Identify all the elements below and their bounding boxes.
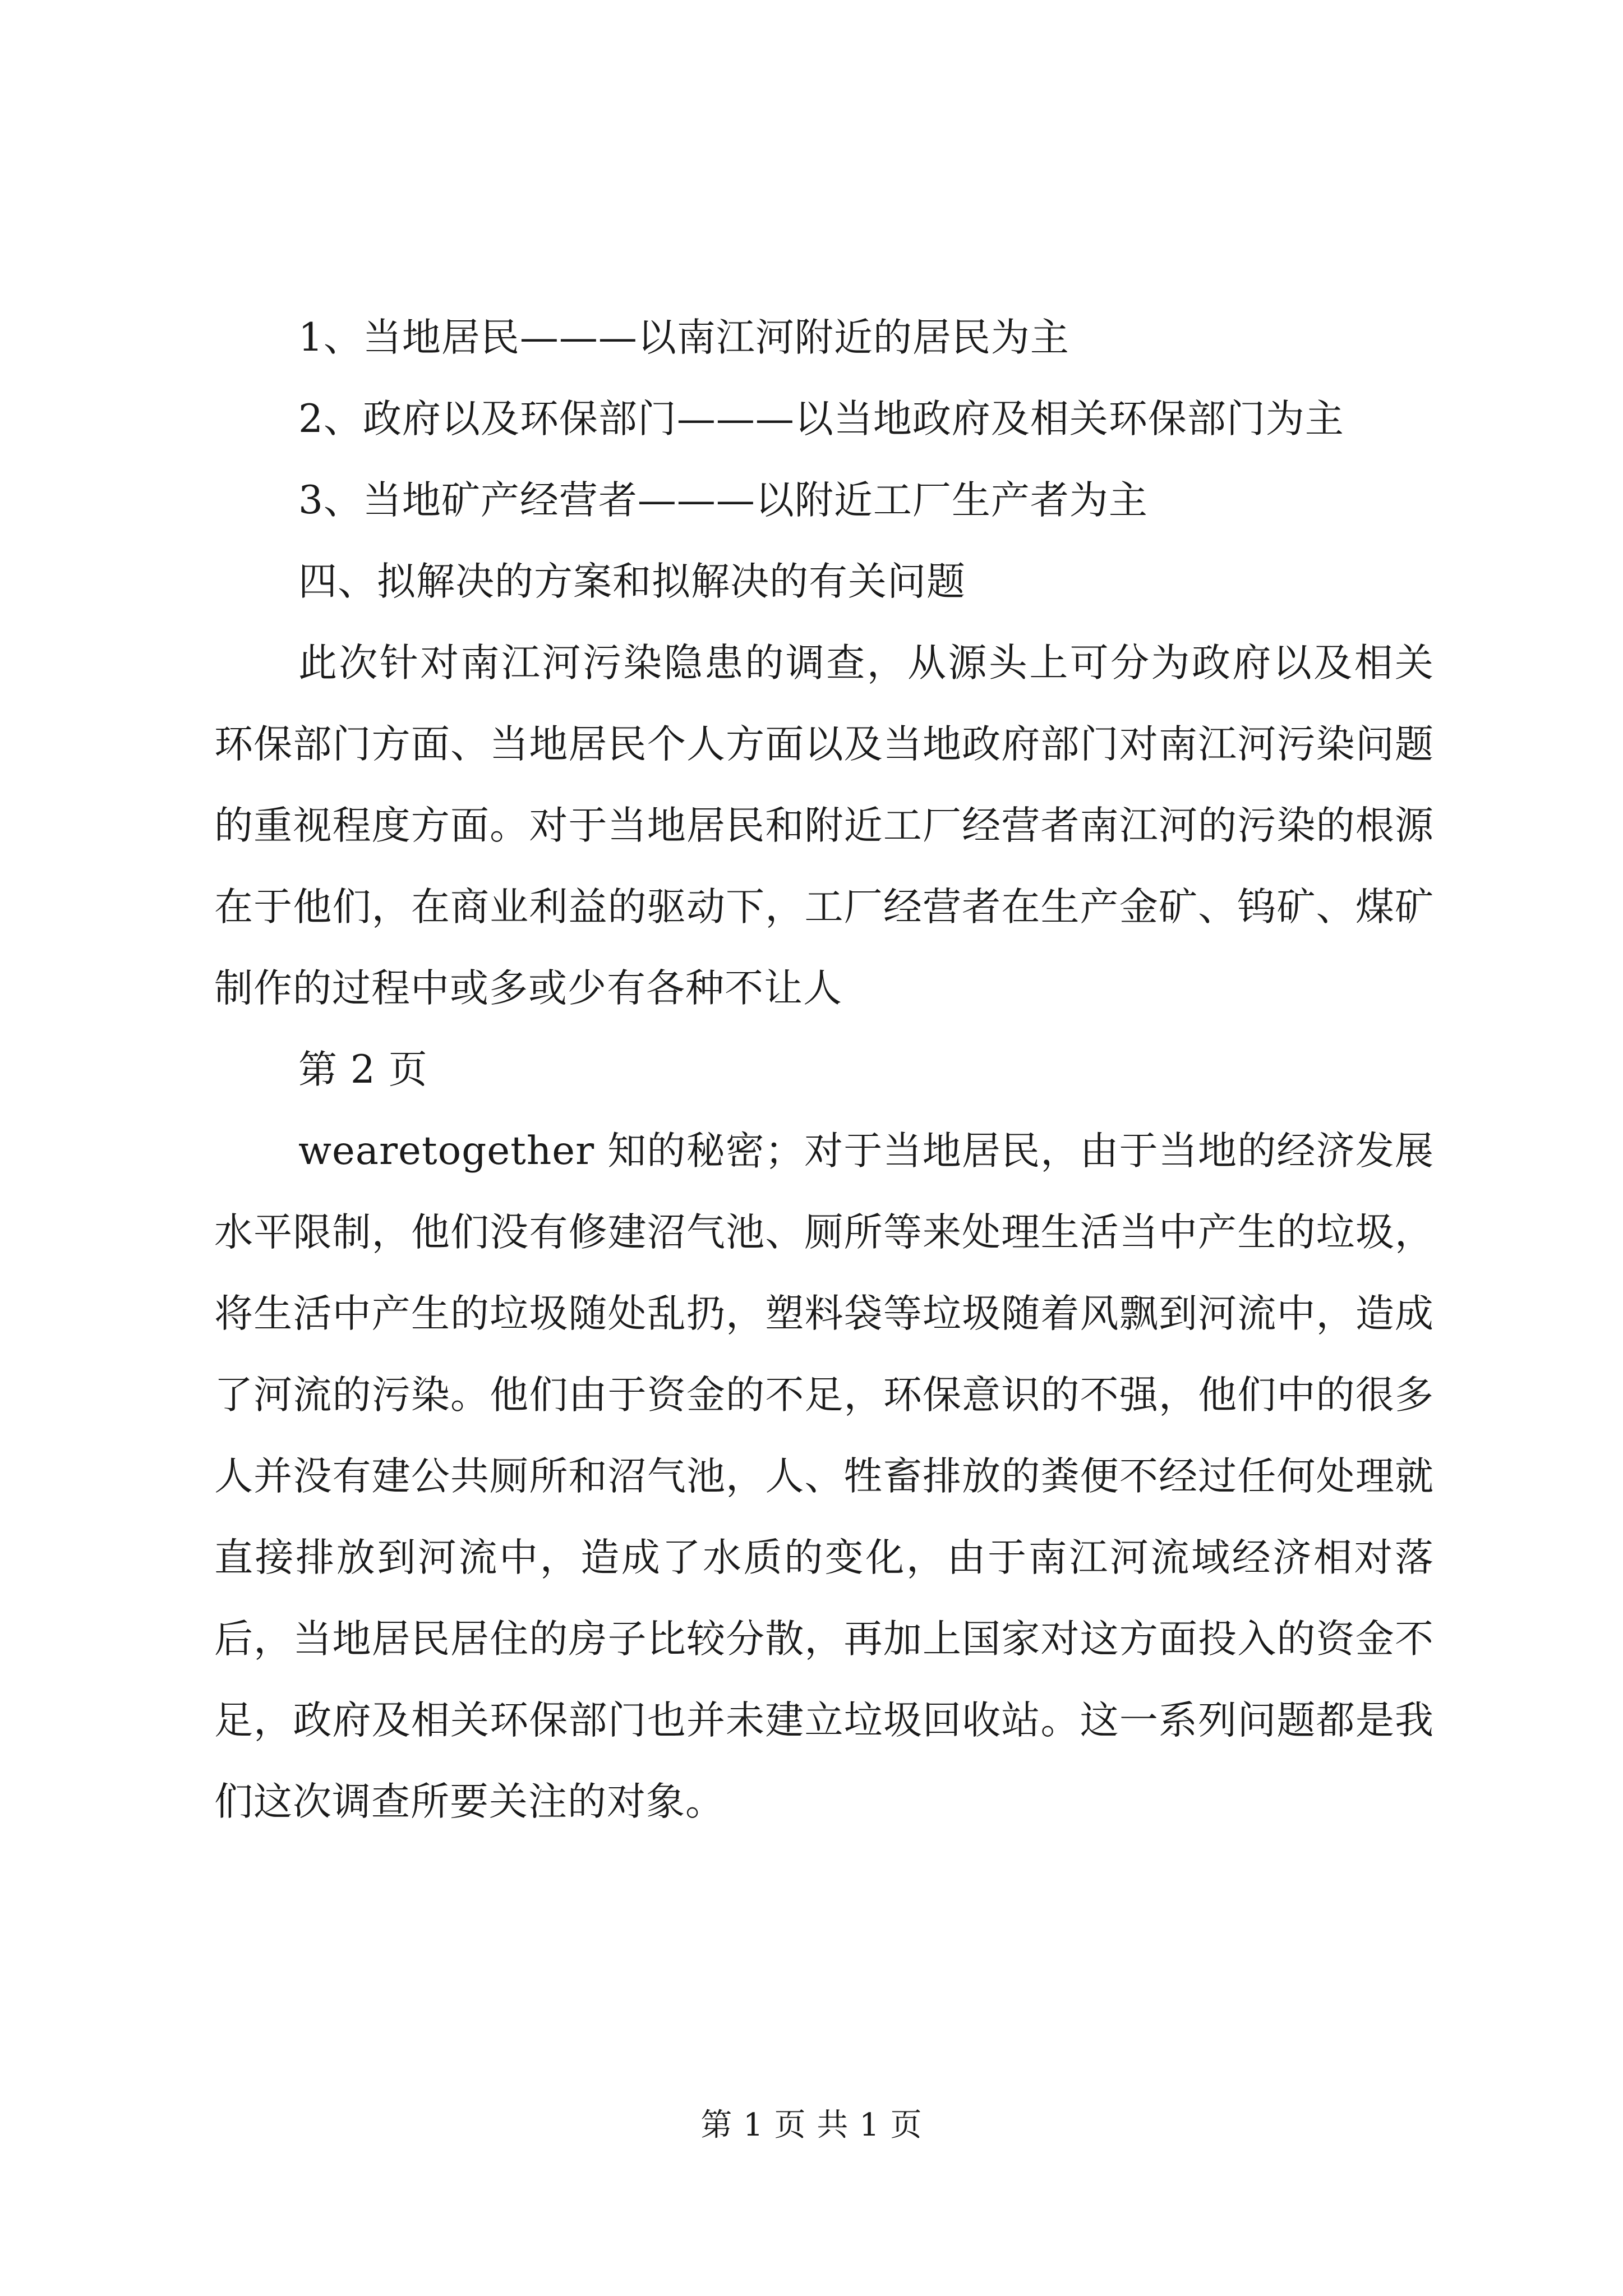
section-heading: 四、拟解决的方案和拟解决的有关问题 [298,559,966,604]
inline-page-marker: 第 2 页 [298,1047,428,1092]
paragraph-local-residents: 1、当地居民———以南江河附近的居民为主 [298,315,1069,360]
document-body [214,297,1434,1843]
paragraph-investigation: 此次针对南江河污染隐患的调查，从源头上可分为政府以及相关环保部门方面、当地居民个人方面以及当地政府部门对南江河污染问题的重视程度方面。对于当地居民和附近工厂经营者南江河的污染的根源在于他们，在商业利益的驱动下，工厂经营者在生产金矿、钨矿、煤矿制作的过程中或多或少有各种不让人 [214,641,1434,1011]
paragraph-residents-issues: wearetogether 知的秘密；对于当地居民，由于当地的经济发展水平限制，他们没有修建沼气池、厕所等来处理生活当中产生的垃圾，将生活中产生的垃圾随处乱扔，塑料袋等垃圾随着风飘到河流中，造成了河流的污染。他们由于资金的不足，环保意识的不强，他们中的很多人并没有建公共厕所和沼气池，人、牲畜排放的粪便不经过任何处理就直接排放到河流中，造成了水质的变化，由于南江河流域经济相对落后，当地居民居住的房子比较分散，再加上国家对这方面投入的资金不足，政府及相关环保部门也并未建立垃圾回收站。这一系列问题都是我们这次调查所要关注的对象。 [214,1129,1434,1824]
paragraph-government: 2、政府以及环保部门———以当地政府及相关环保部门为主 [298,397,1344,441]
page-footer: 第 1 页 共 1 页 [700,2107,923,2143]
paragraph-mining-operators: 3、当地矿产经营者———以附近工厂生产者为主 [298,478,1148,523]
